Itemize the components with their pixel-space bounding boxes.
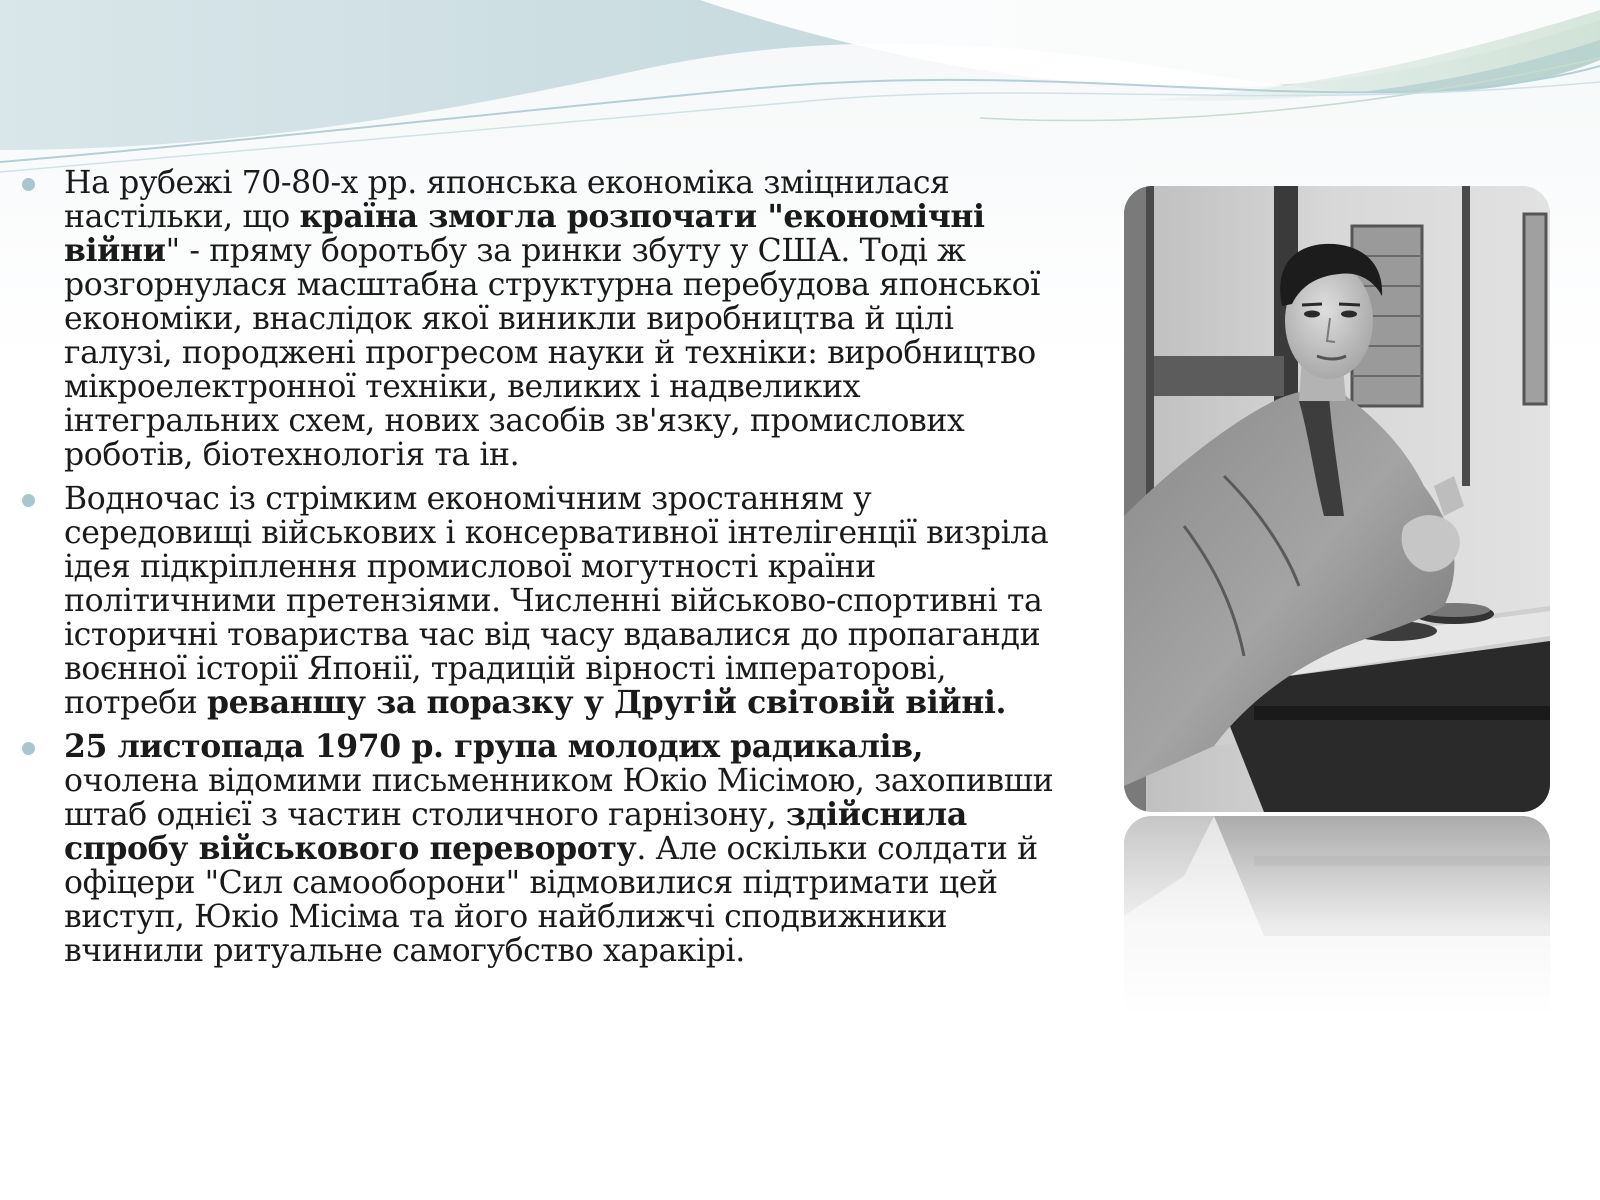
bullet-text: [64, 166, 1058, 472]
text-run-bold: країна змогла розпочати "економічні війни: [64, 198, 985, 269]
portrait-photo: [1124, 186, 1550, 812]
text-run: " - пряму боротьбу за ринки збуту у США. Тоді ж розгорнулася масштабна структурна перебудова японської економіки, внаслідок якої виникли виробництва й цілі галузі, породжені прогресом науки й техніки: виробництво мікроелектронної техніки, великих і надвеликих інтегральних схем, нових засобів зв'язку, промислових роботів, біотехнологія та ін.: [64, 233, 1040, 473]
text-run-bold: здійснила спробу військового перевороту: [64, 796, 967, 867]
bullet-dot-icon: [22, 178, 35, 191]
reflection-fade: [1124, 816, 1550, 1016]
bullet-list: [18, 166, 1058, 978]
text-run: Водночас із стрімким економічним зростанням у середовищі військових і консервативної інтелігенції визріла ідея підкріплення промислової могутності країни політичними претензіями. Численні військово-спортивні та історичні товариства час від часу вдавалися до пропаганди воєнної історії Японії, традицій вірності імператорові, потреби: [64, 481, 1049, 721]
portrait-illustration: [1124, 186, 1550, 812]
bullet-text: [64, 730, 1058, 968]
bullet-item-3: [18, 730, 1058, 968]
bullet-item-2: [18, 482, 1058, 720]
bullet-item-1: [18, 166, 1058, 472]
text-run-bold: реваншу за поразку у Другій світовій війні.: [206, 684, 1007, 721]
portrait-reflection: [1124, 816, 1550, 1016]
bullet-dot-icon: [22, 742, 35, 755]
text-run: очолена відомими письменником Юкіо Місімою, захопивши штаб однієї з частин столичного гарнізону,: [64, 763, 1054, 833]
bullet-text: [64, 482, 1058, 720]
text-run: . Але оскільки солдати й офіцери "Сил самооборони" відмовилися підтримати цей виступ, Юкіо Місіма та його найближчі сподвижники вчинили ритуальне самогубство харакірі.: [64, 831, 1038, 969]
text-run-bold: 25 листопада 1970 р. група молодих радикалів,: [64, 728, 924, 765]
bullet-dot-icon: [22, 494, 35, 507]
text-run: На рубежі 70-80-х рр. японська економіка зміцнилася настільки, що: [64, 165, 950, 235]
